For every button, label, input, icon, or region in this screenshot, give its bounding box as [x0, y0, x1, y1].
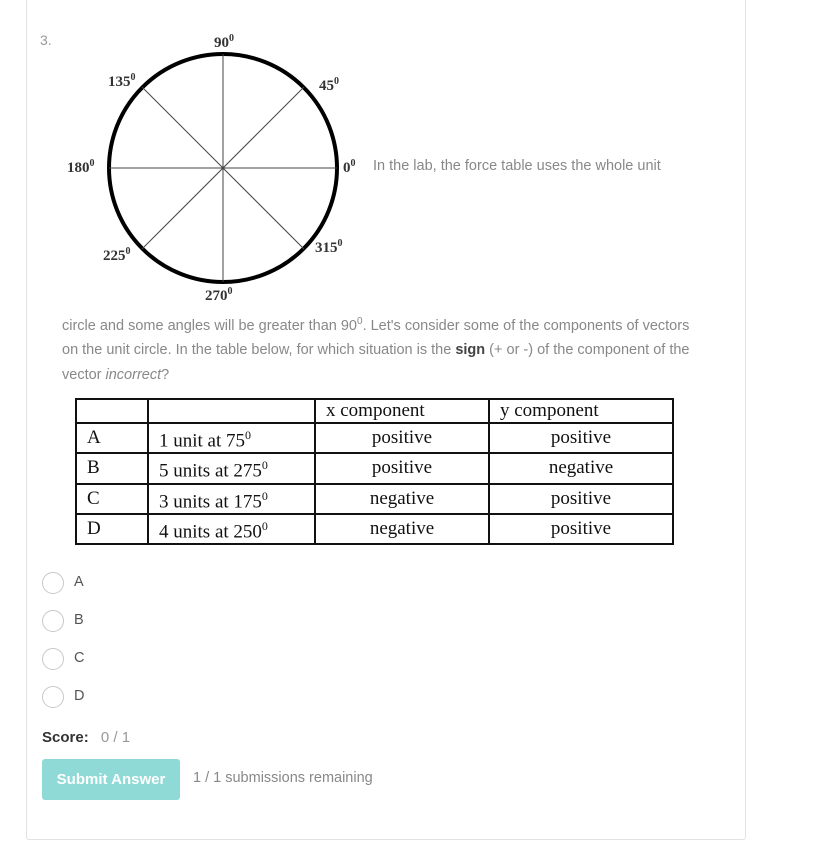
table-row — [76, 514, 673, 544]
question-paragraph: circle and some angles will be greater than $90^0$. Let's consider some of the components of vectors on the unit circle. In the table below, for which situation is the sign (+ or -) of the component of the vector incorrect? — [62, 316, 690, 383]
radio-button[interactable] — [42, 610, 64, 632]
unit-circle-diagram — [60, 30, 390, 310]
row-x-component: negative — [315, 514, 489, 544]
angle-label-315: $315^0$ — [315, 238, 343, 256]
row-x-component: negative — [315, 484, 489, 514]
angle-label-90: $90^0$ — [214, 33, 234, 51]
row-vector: 1 unit at $75^0$ — [148, 423, 315, 453]
option-label: C — [74, 650, 85, 666]
radio-button[interactable] — [42, 572, 64, 594]
angle-label-180: $180^0$ — [67, 158, 95, 176]
row-y-component: negative — [489, 453, 673, 483]
option-label: B — [74, 612, 84, 628]
table-header-cell — [148, 399, 315, 423]
angle-label-225: $225^0$ — [103, 246, 131, 264]
row-label: D — [76, 514, 148, 544]
row-x-component: positive — [315, 453, 489, 483]
table-header-row — [76, 399, 673, 423]
row-vector: 5 units at $275^0$ — [148, 453, 315, 483]
score — [42, 729, 130, 746]
option-b[interactable] — [42, 610, 242, 636]
table-header-x-component: x component — [315, 399, 489, 423]
table-header-cell — [76, 399, 148, 423]
table-header-y-component: y component — [489, 399, 673, 423]
submit-answer-button[interactable]: Submit Answer — [42, 759, 180, 800]
submissions-remaining: 1 / 1 submissions remaining — [193, 770, 373, 786]
option-d[interactable] — [42, 686, 242, 712]
radio-button[interactable] — [42, 686, 64, 708]
radio-button[interactable] — [42, 648, 64, 670]
question-number: 3. — [40, 32, 52, 48]
row-label: A — [76, 423, 148, 453]
angle-label-45: $45^0$ — [319, 76, 339, 94]
question-intro-text: In the lab, the force table uses the whole unit — [373, 158, 661, 174]
option-label: D — [74, 688, 85, 704]
components-table — [75, 398, 674, 545]
row-vector: 3 units at $175^0$ — [148, 484, 315, 514]
row-y-component: positive — [489, 484, 673, 514]
table-row — [76, 484, 673, 514]
table-row — [76, 423, 673, 453]
row-y-component: positive — [489, 423, 673, 453]
option-label: A — [74, 574, 84, 590]
table-row — [76, 453, 673, 483]
row-vector: 4 units at $250^0$ — [148, 514, 315, 544]
option-c[interactable] — [42, 648, 242, 674]
emphasis-sign: sign — [455, 342, 486, 359]
angle-label-270: $270^0$ — [205, 286, 233, 304]
score-label: Score: — [42, 729, 89, 746]
angle-label-135: $135^0$ — [108, 72, 136, 90]
row-label: C — [76, 484, 148, 514]
angle-label-0: $0^0$ — [343, 158, 356, 176]
row-x-component: positive — [315, 423, 489, 453]
score-value: 0 / 1 — [100, 729, 131, 746]
option-a[interactable] — [42, 572, 242, 598]
row-y-component: positive — [489, 514, 673, 544]
emphasis-incorrect: incorrect — [105, 366, 162, 383]
row-label: B — [76, 453, 148, 483]
